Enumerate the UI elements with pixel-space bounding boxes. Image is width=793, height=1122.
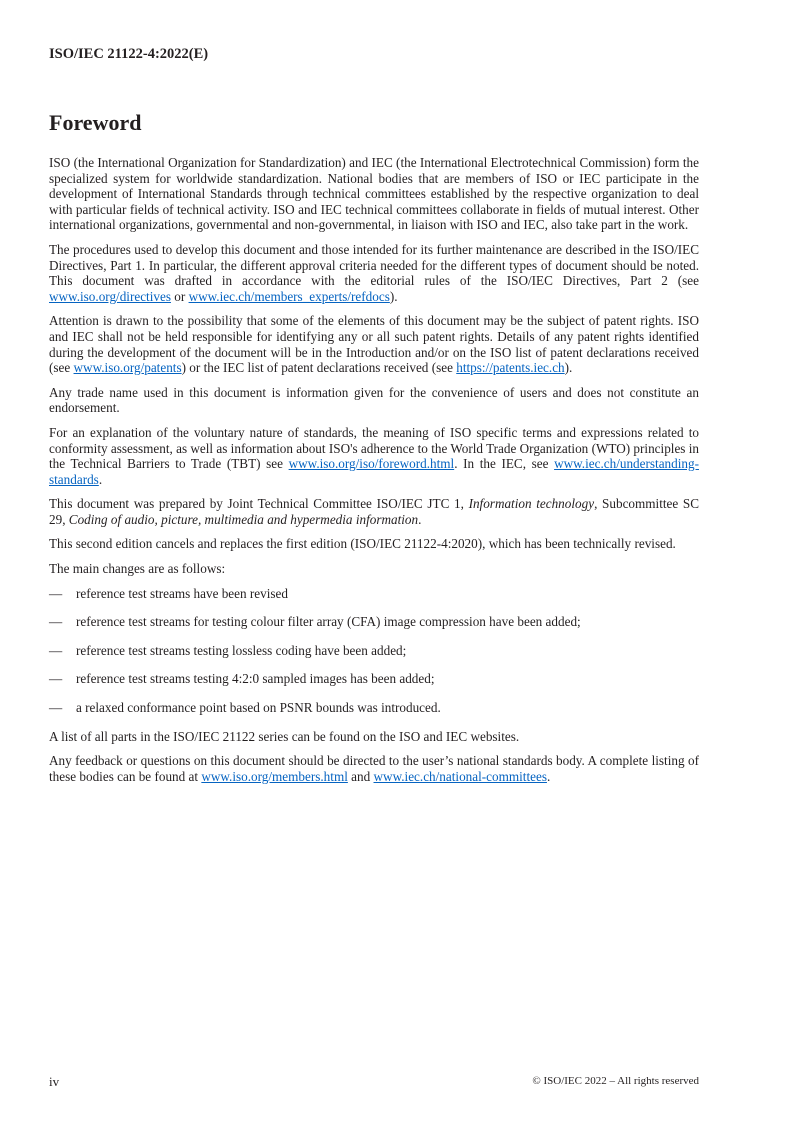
dash: — — [49, 700, 63, 716]
copyright-notice: © ISO/IEC 2022 – All rights reserved — [532, 1075, 699, 1087]
text: ). — [389, 288, 398, 304]
link-iso-members[interactable]: www.iso.org/members.html — [201, 768, 348, 784]
text: , Subcommittee SC 29, — [49, 496, 700, 527]
list-item — [49, 614, 699, 630]
paragraph-trade-name: Any trade name used in this document is information given for the convenience of users and does not constitute an endorsement. — [49, 384, 699, 416]
paragraph-voluntary-nature — [49, 425, 699, 487]
list-item-text: reference test streams have been revised — [76, 585, 288, 601]
text: ). — [564, 360, 573, 376]
paragraph-patents — [49, 313, 699, 375]
link-iec-refdocs[interactable]: www.iec.ch/members_experts/refdocs — [188, 288, 390, 304]
page-number: iv — [49, 1074, 60, 1089]
list-item-text: reference test streams for testing colour filter array (CFA) image compression have been added; — [76, 614, 581, 630]
page-title: Foreword — [49, 110, 142, 135]
text: Any feedback or questions on this document should be directed to the user’s national standards body. A complete listing of these bodies can be found at — [49, 753, 699, 784]
paragraph-series-list: A list of all parts in the ISO/IEC 21122 series can be found on the ISO and IEC websites. — [49, 728, 520, 744]
text: . In the IEC, see — [454, 456, 555, 472]
paragraph-edition: This second edition cancels and replaces the first edition (ISO/IEC 21122-4:2020), which has been technically revised. — [49, 536, 676, 552]
list-item-text: reference test streams testing lossless coding have been added; — [76, 642, 407, 658]
text: and — [347, 768, 374, 784]
document-id-header: ISO/IEC 21122-4:2022(E) — [49, 46, 209, 62]
text: . — [418, 511, 422, 527]
dash: — — [49, 585, 63, 601]
list-item-text: reference test streams testing 4:2:0 sampled images has been added; — [76, 671, 435, 687]
subcommittee-title: Coding of audio, picture, multimedia and hypermedia information — [68, 511, 419, 527]
text: The procedures used to develop this document and those intended for its further maintenance are described in the ISO/IEC Directives, Part 1. In particular, the different approval criteria needed for the different types of document should be noted. This document was drafted in accordance with the editorial rules of the ISO/IEC Directives, Part 2 (see — [49, 241, 699, 289]
dash: — — [49, 671, 63, 687]
paragraph-prepared-by — [49, 496, 699, 527]
list-item — [49, 643, 699, 659]
paragraph-organizations: ISO (the International Organization for Standardization) and IEC (the International Electrotechnical Commission) form the specialized system for worldwide standardization. National bodies that are members of ISO or IEC participate in the development of International Standards through technical committees established by the respective organization to deal with particular fields of technical activity. ISO and IEC technical committees collaborate in fields of mutual interest. Other international organizations, governmental and non-governmental, in liaison with ISO and IEC, also take part in the work. — [49, 155, 699, 233]
link-iec-national-committees[interactable]: www.iec.ch/national-committees — [373, 768, 547, 784]
link-iso-foreword[interactable]: www.iso.org/iso/foreword.html — [288, 456, 455, 472]
text: For an explanation of the voluntary nature of standards, the meaning of ISO specific terms and expressions related to conformity assessment, as well as information about ISO's adherence to the World Trade Organization (WTO) principles in the Technical Barriers to Trade (TBT) see — [49, 424, 699, 472]
foreword-body — [49, 155, 699, 793]
paragraph-procedures — [49, 242, 699, 304]
text: . — [98, 471, 103, 487]
list-item-text: a relaxed conformance point based on PSNR bounds was introduced. — [76, 700, 441, 716]
text: This document was prepared by Joint Technical Committee ISO/IEC JTC 1, — [49, 496, 469, 512]
link-iec-understanding-standards[interactable]: www.iec.ch/understanding-standards — [49, 456, 699, 487]
link-iec-patents[interactable]: https://patents.iec.ch — [456, 360, 565, 376]
text: ) or the IEC list of patent declarations received (see — [181, 360, 457, 376]
text: Attention is drawn to the possibility that some of the elements of this document may be the subject of patent rights. ISO and IEC shall not be held responsible for identifying any or all such patent rights. Details of any patent rights identified during the development of the document will be in the Introduction and/or on the ISO list of patent declarations received (see — [49, 313, 699, 376]
list-item — [49, 671, 699, 687]
link-iso-directives[interactable]: www.iso.org/directives — [49, 288, 171, 304]
text: or — [170, 288, 189, 304]
list-item — [49, 700, 699, 716]
list-item — [49, 586, 699, 602]
text: . — [546, 768, 551, 784]
dash: — — [49, 614, 63, 630]
committee-title: Information technology — [468, 496, 595, 512]
link-iso-patents[interactable]: www.iso.org/patents — [73, 360, 182, 376]
paragraph-main-changes: The main changes are as follows: — [49, 561, 226, 577]
dash: — — [49, 642, 63, 658]
paragraph-feedback — [49, 753, 699, 784]
